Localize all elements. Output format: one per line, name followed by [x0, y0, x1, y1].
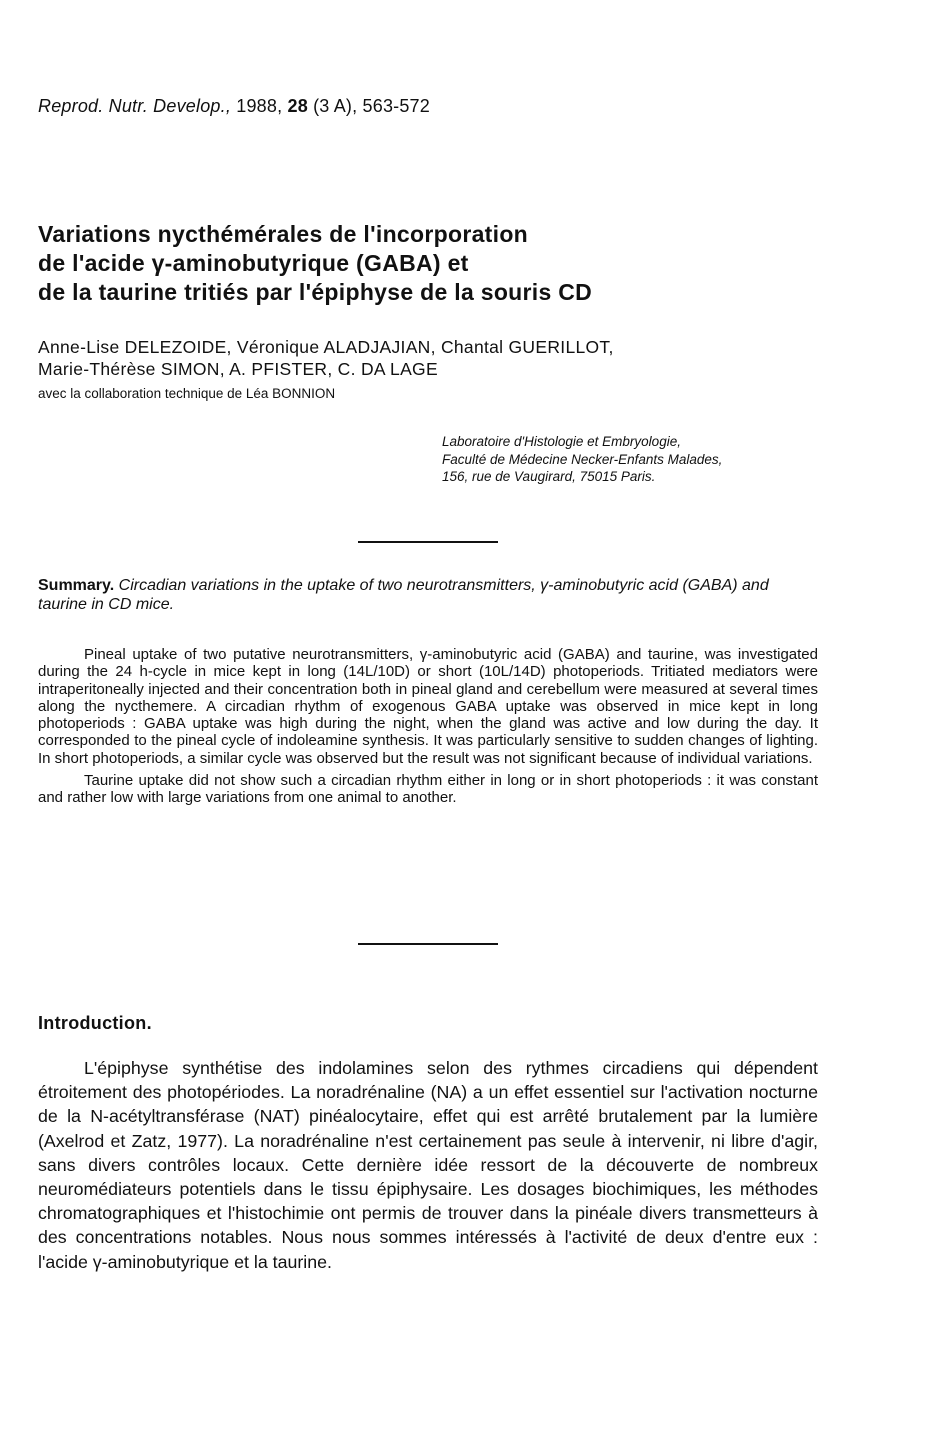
- abstract: [38, 646, 818, 807]
- summary-heading: [38, 576, 818, 614]
- summary-label: Summary.: [38, 577, 115, 594]
- author-list: [38, 336, 614, 380]
- abstract-paragraph: Taurine uptake did not show such a circadian rhythm either in long or in short photoperiods : it was constant and rather low with large variations from one animal to another.: [38, 772, 818, 807]
- author-line: Anne-Lise DELEZOIDE, Véronique ALADJAJIAN, Chantal GUERILLOT,: [38, 337, 614, 357]
- paper-title: [38, 220, 838, 307]
- journal-issue-pages: (3 A), 563-572: [313, 96, 430, 116]
- introduction-body: [38, 1056, 818, 1274]
- affiliation-line: Faculté de Médecine Necker-Enfants Malades,: [442, 451, 723, 467]
- affiliation-line: 156, rue de Vaugirard, 75015 Paris.: [442, 469, 656, 484]
- journal-volume: 28: [287, 96, 308, 116]
- summary-title: Circadian variations in the uptake of two neurotransmitters, γ-aminobutyric acid (GABA) and taurine in CD mice.: [38, 577, 769, 613]
- abstract-paragraph: Pineal uptake of two putative neurotransmitters, γ-aminobutyric acid (GABA) and taurine, was investigated during the 24 h-cycle in mice kept in long (14L/10D) or short (10L/14D) photoperiods. Tritiated mediators were intraperitoneally injected and their concentration both in pineal gland and cerebellum were measured at several times along the nycthemere. A circadian rhythm of exogenous GABA uptake was observed in mice kept in long photoperiods : GABA uptake was high during the night, when the gland was active and low during the day. It corresponded to the pineal cycle of indoleamine synthesis. It was particularly sensitive to sudden changes of lighting. In short photoperiods, a similar cycle was observed but the result was not significant because of individual variations.: [38, 646, 818, 767]
- technical-collaboration: avec la collaboration technique de Léa BONNION: [38, 386, 336, 401]
- introduction-heading: Introduction.: [38, 1013, 152, 1033]
- journal-year: 1988,: [236, 96, 283, 116]
- section-divider: [358, 943, 498, 945]
- journal-citation: [38, 96, 430, 117]
- section-divider: [358, 541, 498, 543]
- affiliation-line: Laboratoire d'Histologie et Embryologie,: [442, 434, 681, 449]
- title-line: de l'acide γ-aminobutyrique (GABA) et: [38, 250, 469, 276]
- journal-name: Reprod. Nutr. Develop.,: [38, 96, 232, 116]
- author-line: Marie-Thérèse SIMON, A. PFISTER, C. DA LAGE: [38, 359, 438, 379]
- affiliation: [442, 433, 722, 486]
- title-line: de la taurine tritiés par l'épiphyse de la souris CD: [38, 279, 593, 305]
- title-line: Variations nycthémérales de l'incorporation: [38, 221, 529, 247]
- introduction-paragraph: L'épiphyse synthétise des indolamines selon des rythmes circadiens qui dépendent étroitement des photopériodes. La noradrénaline (NA) a un effet essentiel sur l'activation nocturne de la N-acétyltransférase (NAT) pinéalocytaire, effet qui est arrêté brutalement par la lumière (Axelrod et Zatz, 1977). La noradrénaline n'est certainement pas seule à intervenir, ni libre d'agir, sans divers contrôles locaux. Cette dernière idée ressort de la découverte de nombreux neuromédiateurs potentiels dans le tissu épiphysaire. Les dosages biochimiques, les méthodes chromatographiques et l'histochimie ont permis de trouver dans la pinéale divers transmetteurs à des concentrations notables. Nous nous sommes intéressés à l'activité de deux d'entre eux : l'acide γ-aminobutyrique et la taurine.: [38, 1058, 818, 1272]
